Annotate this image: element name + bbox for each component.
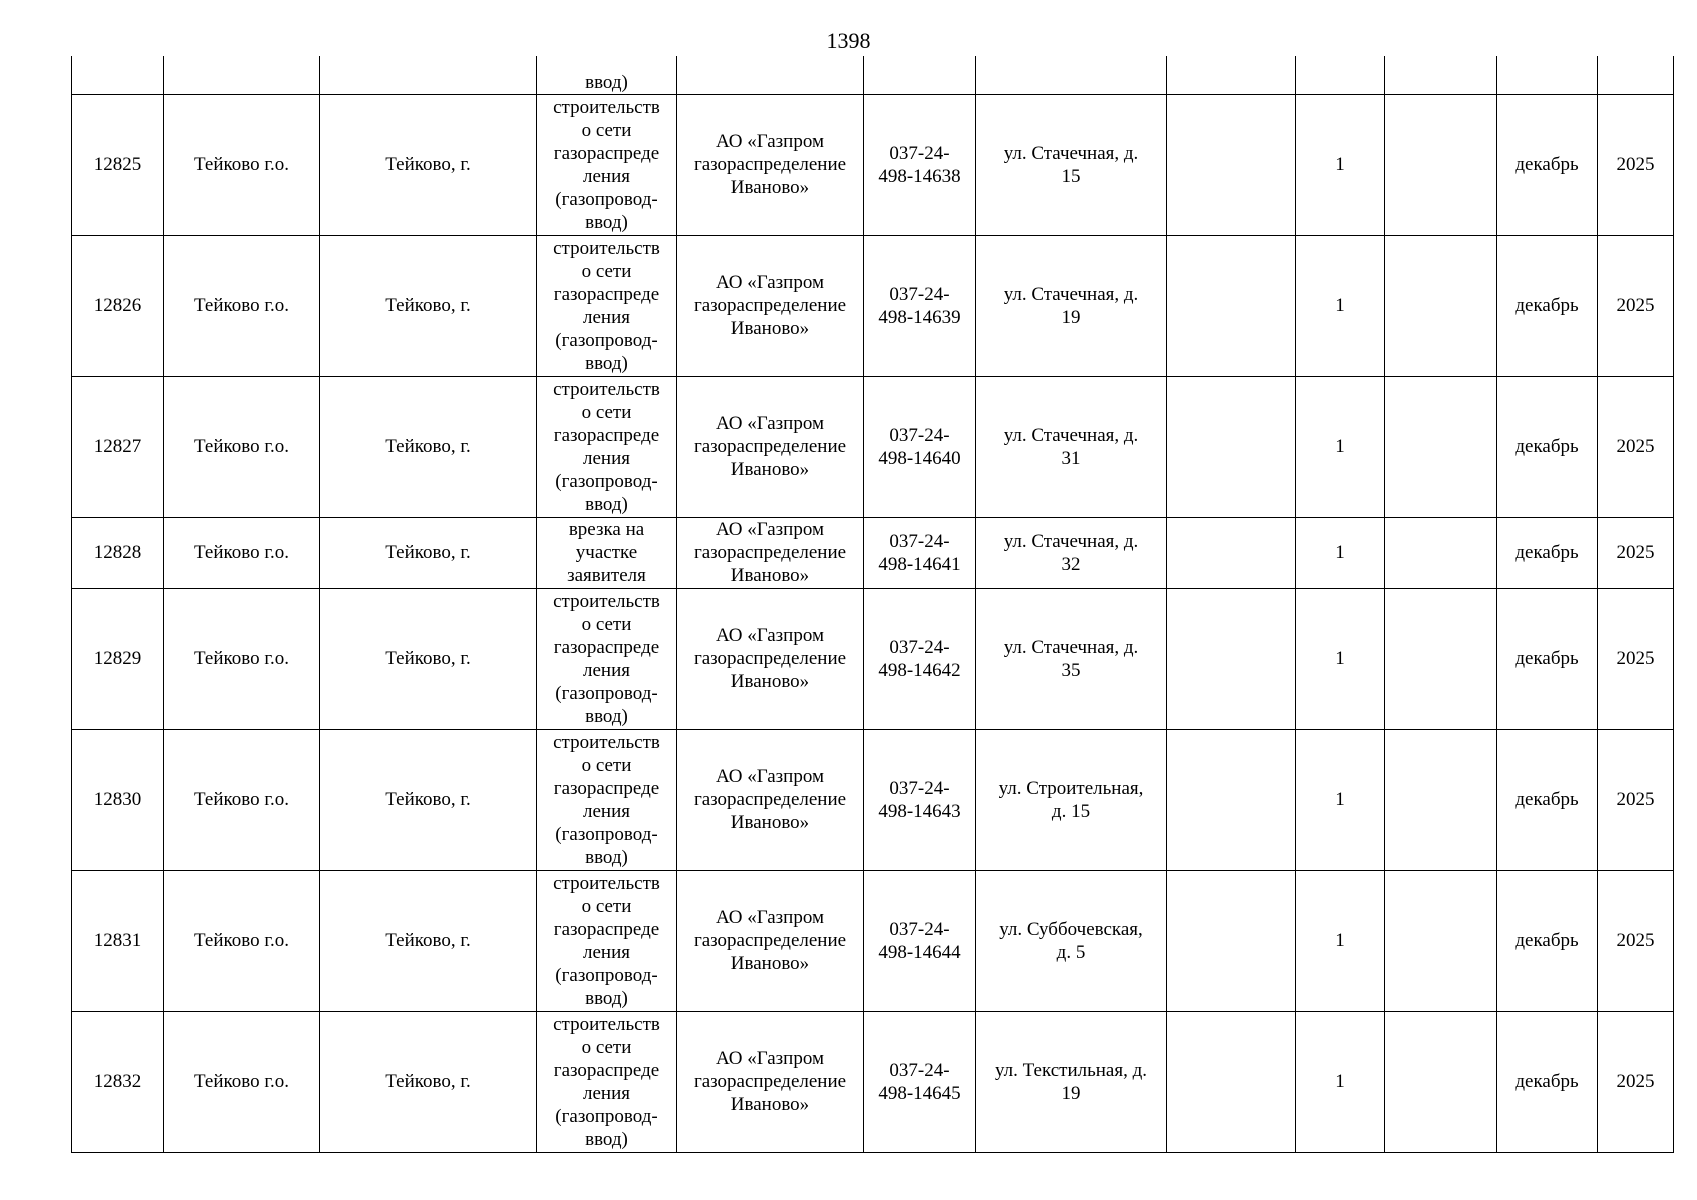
- cell-locality: Тейково, г.: [320, 235, 537, 376]
- gasification-table: [71, 56, 1674, 1153]
- cell-district: Тейково г.о.: [164, 376, 320, 517]
- cell-work-type-line: (газопровод-: [555, 470, 658, 492]
- cell-year: [1598, 56, 1674, 94]
- cell-work-type-line: ввод): [585, 705, 628, 727]
- cell-address-line: ул. Строительная,: [998, 777, 1144, 799]
- table-row: [72, 235, 1674, 376]
- cell-org-line: АО «Газпром: [715, 413, 825, 434]
- cell-col8: [1167, 729, 1296, 870]
- cell-year: 2025: [1598, 517, 1674, 588]
- cell-code: [864, 517, 976, 588]
- cell-work-type: ввод): [537, 56, 677, 94]
- cell-address: [976, 94, 1167, 235]
- cell-work-type-line: газораспреде: [553, 777, 660, 799]
- cell-work-type-line: о сети: [581, 401, 632, 423]
- cell-year: 2025: [1598, 729, 1674, 870]
- cell-district: Тейково г.о.: [164, 235, 320, 376]
- cell-work-type-line: (газопровод-: [555, 329, 658, 351]
- cell-org-line: АО «Газпром: [715, 625, 825, 646]
- cell-qty: 1: [1296, 588, 1385, 729]
- cell-col10: [1385, 517, 1497, 588]
- cell-work-type-line: строительств: [553, 590, 660, 612]
- cell-year: 2025: [1598, 870, 1674, 1011]
- cell-address-line: 31: [1061, 447, 1081, 469]
- cell-work-type: [537, 729, 677, 870]
- cell-work-type: [537, 235, 677, 376]
- table-row: [72, 588, 1674, 729]
- cell-work-type-line: ления: [583, 306, 630, 328]
- cell-code: [864, 376, 976, 517]
- cell-address-line: 15: [1061, 165, 1081, 187]
- cell-org-line: Иваново»: [730, 177, 810, 198]
- cell-work-type-line: (газопровод-: [555, 188, 658, 210]
- cell-district: Тейково г.о.: [164, 517, 320, 588]
- cell-address: [976, 1011, 1167, 1152]
- cell-org-line: газораспределение: [693, 542, 847, 563]
- cell-year: 2025: [1598, 235, 1674, 376]
- cell-address-line: ул. Стачечная, д.: [1003, 530, 1139, 552]
- cell-month: декабрь: [1497, 376, 1598, 517]
- cell-year: 2025: [1598, 94, 1674, 235]
- cell-code-line: 498-14642: [878, 659, 961, 681]
- cell-address-line: ул. Стачечная, д.: [1003, 636, 1139, 658]
- cell-qty: [1296, 56, 1385, 94]
- cell-col8: [1167, 1011, 1296, 1152]
- cell-num: 12832: [72, 1011, 164, 1152]
- cell-year: 2025: [1598, 588, 1674, 729]
- cell-work-type: [537, 94, 677, 235]
- cell-qty: 1: [1296, 870, 1385, 1011]
- page-number: 1398: [826, 28, 871, 53]
- cell-month: декабрь: [1497, 588, 1598, 729]
- cell-address: [976, 56, 1167, 94]
- cell-work-type-line: строительств: [553, 237, 660, 259]
- cell-address: [976, 588, 1167, 729]
- cell-work-type: [537, 1011, 677, 1152]
- cell-address: [976, 235, 1167, 376]
- cell-address-line: ул. Текстильная, д.: [994, 1059, 1148, 1081]
- cell-address-line: 19: [1061, 306, 1081, 328]
- cell-work-type-line: (газопровод-: [555, 823, 658, 845]
- cell-qty: 1: [1296, 376, 1385, 517]
- cell-org-line: АО «Газпром: [715, 766, 825, 787]
- cell-work-type-line: о сети: [581, 754, 632, 776]
- cell-code: [864, 94, 976, 235]
- cell-code-line: 498-14644: [878, 941, 961, 963]
- cell-address-line: ул. Стачечная, д.: [1003, 283, 1139, 305]
- cell-work-type-line: газораспреде: [553, 283, 660, 305]
- cell-code-line: 037-24-: [889, 777, 950, 799]
- cell-month: декабрь: [1497, 870, 1598, 1011]
- cell-qty: 1: [1296, 235, 1385, 376]
- cell-org-line: газораспределение: [693, 789, 847, 810]
- cell-month: декабрь: [1497, 1011, 1598, 1152]
- cell-col8: [1167, 94, 1296, 235]
- cell-address: [976, 729, 1167, 870]
- cell-work-type-line: ввод): [585, 493, 628, 515]
- cell-address-line: д. 5: [1056, 941, 1086, 963]
- cell-org-line: АО «Газпром: [715, 1048, 825, 1069]
- cell-qty: 1: [1296, 517, 1385, 588]
- cell-org-line: Иваново»: [730, 1094, 810, 1115]
- cell-org: [677, 56, 864, 94]
- cell-work-type: [537, 517, 677, 588]
- cell-col8: [1167, 235, 1296, 376]
- cell-address-line: ул. Стачечная, д.: [1003, 424, 1139, 446]
- cell-num: 12831: [72, 870, 164, 1011]
- cell-locality: Тейково, г.: [320, 870, 537, 1011]
- cell-col8: [1167, 870, 1296, 1011]
- table-row: [72, 517, 1674, 588]
- cell-code-line: 498-14645: [878, 1082, 961, 1104]
- cell-org-line: АО «Газпром: [715, 519, 825, 540]
- cell-address-line: ул. Стачечная, д.: [1003, 142, 1139, 164]
- cell-work-type-line: ления: [583, 447, 630, 469]
- table-row: [72, 1011, 1674, 1152]
- cell-col8: [1167, 376, 1296, 517]
- cell-org: [677, 517, 864, 588]
- cell-org: [677, 870, 864, 1011]
- cell-org-line: газораспределение: [693, 154, 847, 175]
- cell-work-type-line: ления: [583, 1082, 630, 1104]
- cell-address-line: 35: [1061, 659, 1081, 681]
- cell-code: [864, 1011, 976, 1152]
- table-body: [72, 56, 1674, 1152]
- cell-work-type-line: ления: [583, 941, 630, 963]
- cell-work-type-line: о сети: [581, 119, 632, 141]
- cell-col10: [1385, 588, 1497, 729]
- cell-code-line: 498-14641: [878, 553, 961, 575]
- cell-col8: [1167, 56, 1296, 94]
- cell-org-line: газораспределение: [693, 295, 847, 316]
- cell-address: [976, 517, 1167, 588]
- cell-org-line: газораспределение: [693, 930, 847, 951]
- cell-work-type-line: строительств: [553, 1013, 660, 1035]
- cell-locality: Тейково, г.: [320, 729, 537, 870]
- cell-code-line: 037-24-: [889, 142, 950, 164]
- cell-work-type-line: участке: [575, 542, 638, 563]
- cell-work-type-line: о сети: [581, 895, 632, 917]
- cell-col10: [1385, 376, 1497, 517]
- cell-work-type-line: ввод): [585, 846, 628, 868]
- cell-col10: [1385, 870, 1497, 1011]
- cell-month: декабрь: [1497, 235, 1598, 376]
- cell-code: [864, 588, 976, 729]
- cell-work-type: [537, 870, 677, 1011]
- cell-code: [864, 56, 976, 94]
- cell-work-type-line: ления: [583, 800, 630, 822]
- cell-org-line: газораспределение: [693, 436, 847, 457]
- cell-address-line: д. 15: [1051, 800, 1091, 822]
- cell-org: [677, 729, 864, 870]
- cell-district: Тейково г.о.: [164, 1011, 320, 1152]
- cell-work-type-line: ввод): [585, 1128, 628, 1150]
- cell-num: 12826: [72, 235, 164, 376]
- cell-org-line: газораспределение: [693, 1071, 847, 1092]
- cell-code-line: 498-14639: [878, 306, 961, 328]
- cell-work-type-line: о сети: [581, 1036, 632, 1058]
- cell-district: Тейково г.о.: [164, 870, 320, 1011]
- cell-org-line: АО «Газпром: [715, 131, 825, 152]
- table-row: [72, 376, 1674, 517]
- cell-code-line: 037-24-: [889, 424, 950, 446]
- cell-num: 12825: [72, 94, 164, 235]
- cell-org-line: Иваново»: [730, 671, 810, 692]
- cell-num: 12827: [72, 376, 164, 517]
- cell-work-type-line: ления: [583, 659, 630, 681]
- cell-work-type-line: газораспреде: [553, 1059, 660, 1081]
- cell-work-type: [537, 376, 677, 517]
- cell-work-type-line: (газопровод-: [555, 964, 658, 986]
- cell-work-type-line: (газопровод-: [555, 1105, 658, 1127]
- cell-col8: [1167, 517, 1296, 588]
- cell-org-line: Иваново»: [730, 318, 810, 339]
- cell-org-line: Иваново»: [730, 459, 810, 480]
- cell-address-line: 19: [1061, 1082, 1081, 1104]
- cell-address-line: ул. Суббочевская,: [999, 918, 1143, 940]
- cell-org-line: газораспределение: [693, 648, 847, 669]
- cell-work-type: [537, 588, 677, 729]
- cell-locality: [320, 56, 537, 94]
- cell-col10: [1385, 729, 1497, 870]
- cell-org-line: АО «Газпром: [715, 907, 825, 928]
- cell-code-line: 498-14638: [878, 165, 961, 187]
- cell-code-line: 498-14640: [878, 447, 961, 469]
- cell-work-type-line: строительств: [553, 731, 660, 753]
- cell-work-type-line: строительств: [553, 872, 660, 894]
- cell-locality: Тейково, г.: [320, 517, 537, 588]
- cell-work-type-line: (газопровод-: [555, 682, 658, 704]
- cell-address-line: 32: [1061, 553, 1081, 575]
- cell-locality: Тейково, г.: [320, 94, 537, 235]
- table-row: [72, 729, 1674, 870]
- cell-col10: [1385, 235, 1497, 376]
- cell-month: декабрь: [1497, 729, 1598, 870]
- cell-qty: 1: [1296, 1011, 1385, 1152]
- cell-work-type-line: о сети: [581, 613, 632, 635]
- cell-org-line: Иваново»: [730, 812, 810, 833]
- cell-work-type-line: строительств: [553, 96, 660, 118]
- cell-org: [677, 1011, 864, 1152]
- table-row: [72, 94, 1674, 235]
- cell-qty: 1: [1296, 729, 1385, 870]
- cell-work-type-line: ввод): [585, 211, 628, 233]
- cell-code-line: 037-24-: [889, 918, 950, 940]
- cell-org-line: Иваново»: [730, 565, 810, 586]
- cell-col10: [1385, 94, 1497, 235]
- cell-org-line: Иваново»: [730, 953, 810, 974]
- cell-col10: [1385, 1011, 1497, 1152]
- cell-work-type-line: о сети: [581, 260, 632, 282]
- cell-year: 2025: [1598, 376, 1674, 517]
- table-row-continued: [72, 56, 1674, 94]
- cell-qty: 1: [1296, 94, 1385, 235]
- cell-work-type-line: ввод): [585, 987, 628, 1009]
- cell-code-line: 037-24-: [889, 1059, 950, 1081]
- cell-col8: [1167, 588, 1296, 729]
- cell-num: 12830: [72, 729, 164, 870]
- cell-num: [72, 56, 164, 94]
- cell-district: [164, 56, 320, 94]
- cell-code-line: 037-24-: [889, 530, 950, 552]
- cell-month: [1497, 56, 1598, 94]
- cell-work-type-line: строительств: [553, 378, 660, 400]
- cell-org: [677, 235, 864, 376]
- cell-code-line: 037-24-: [889, 283, 950, 305]
- cell-code-line: 498-14643: [878, 800, 961, 822]
- cell-address: [976, 376, 1167, 517]
- cell-address: [976, 870, 1167, 1011]
- cell-work-type-line: заявителя: [567, 565, 646, 586]
- cell-code: [864, 870, 976, 1011]
- cell-work-type-line: ввод): [585, 352, 628, 374]
- cell-work-type-line: газораспреде: [553, 636, 660, 658]
- cell-code: [864, 235, 976, 376]
- cell-work-type-line: ления: [583, 165, 630, 187]
- cell-code: [864, 729, 976, 870]
- table-row: [72, 870, 1674, 1011]
- cell-work-type-line: газораспреде: [553, 142, 660, 164]
- cell-district: Тейково г.о.: [164, 94, 320, 235]
- cell-org: [677, 588, 864, 729]
- cell-org: [677, 94, 864, 235]
- cell-num: 12829: [72, 588, 164, 729]
- cell-num: 12828: [72, 517, 164, 588]
- cell-month: декабрь: [1497, 94, 1598, 235]
- cell-locality: Тейково, г.: [320, 376, 537, 517]
- cell-locality: Тейково, г.: [320, 588, 537, 729]
- cell-org: [677, 376, 864, 517]
- cell-work-type-line: газораспреде: [553, 918, 660, 940]
- cell-district: Тейково г.о.: [164, 588, 320, 729]
- cell-code-line: 037-24-: [889, 636, 950, 658]
- cell-year: 2025: [1598, 1011, 1674, 1152]
- cell-work-type-line: врезка на: [568, 519, 645, 540]
- cell-district: Тейково г.о.: [164, 729, 320, 870]
- cell-org-line: АО «Газпром: [715, 272, 825, 293]
- cell-col10: [1385, 56, 1497, 94]
- cell-month: декабрь: [1497, 517, 1598, 588]
- cell-locality: Тейково, г.: [320, 1011, 537, 1152]
- cell-work-type-line: газораспреде: [553, 424, 660, 446]
